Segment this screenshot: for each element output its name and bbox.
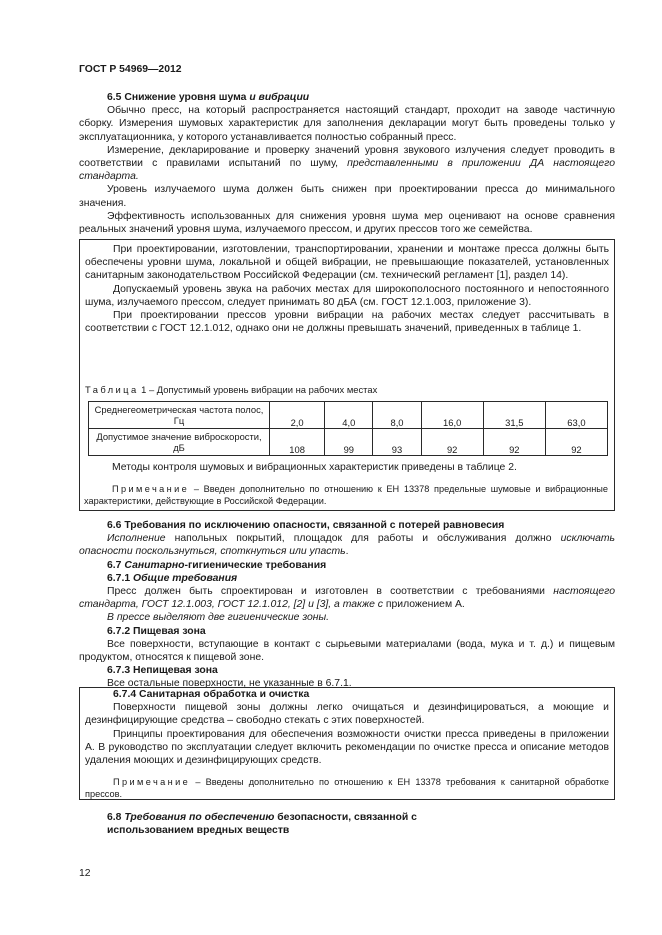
table-cell: 31,5	[483, 402, 545, 429]
section-6-5-heading: 6.5 Снижение уровня шума и вибрации	[107, 92, 310, 103]
table-cell: 2,0	[270, 402, 325, 429]
table-cell: 99	[325, 429, 373, 456]
paragraph: Исполнение напольных покрытий, площадок для работы и обслуживания должно исключать опасности поскользнуться, споткнуться или упасть.	[79, 533, 615, 558]
section-6-7-heading: 6.7 Санитарно-гигиенические требования	[107, 559, 327, 571]
paragraph: В прессе выделяют две гигиенические зоны.	[107, 612, 330, 624]
section-6-8-heading: 6.8 Требования по обеспечению безопасности, связанной с	[107, 812, 417, 823]
paragraph: Обычно пресс, на который распространяется настоящий стандарт, проходит на заводе частичную сборку. Измерения шумовых характеристик для заполнения декларации могут быть проведены только у эксплуатационника, у которого устанавливается полностью собранный пресс.	[79, 105, 615, 143]
paragraph: Методы контроля шумовых и вибрационных характеристик приведены в таблице 2.	[112, 462, 517, 473]
paragraph: Эффективность использованных для снижения уровня шума мер оценивают на основе сравнения реальных значений уровня шума, излучаемого прессом, и других прессов того же семейства.	[79, 210, 615, 236]
section-6-7-4-heading: 6.7.4 Санитарная обработка и очистка	[113, 689, 310, 700]
table-cell: 16,0	[421, 402, 483, 429]
table-cell: 63,0	[545, 402, 607, 429]
table-caption: Таблица 1 – Допустимый уровень вибрации на рабочих местах	[85, 384, 378, 395]
table-row	[89, 429, 608, 456]
paragraph: Все поверхности, вступающие в контакт с сырьевыми материалами (вода, мука и т. д.) и пищевым продуктом, относятся к пищевой зоне.	[79, 638, 615, 664]
section-6-5	[79, 91, 615, 236]
table-cell: Допустимое значение виброскорости, дБ	[89, 429, 270, 456]
paragraph: Уровень излучаемого шума должен быть снижен при проектировании пресса до минимального значения.	[79, 184, 615, 209]
paragraph: Принципы проектирования для обеспечения возможности очистки пресса приведены в приложении А. В руководство по эксплуатации следует включить рекомендации по очистке пресса и описание методов удаления моющих и дезинфицирующих средств.	[85, 728, 609, 767]
table-cell: Среднегеометрическая частота полос, Гц	[89, 402, 270, 429]
section-6-7-1-heading: 6.7.1 Общие требования	[107, 572, 238, 584]
table-cell: 92	[421, 429, 483, 456]
section-6-6	[79, 519, 615, 691]
paragraph: При проектировании, изготовлении, транспортировании, хранении и монтаже пресса должны быть обеспечены уровни шума, локальной и общей вибрации, не превышающие показателей, установленных санитарным законодательством Российской Федерации (см. технический регламент [1], раздел 14).	[85, 244, 609, 282]
section-6-7-3-heading: 6.7.3 Непищевая зона	[107, 665, 218, 677]
inserted-text-box-sanitary	[79, 687, 615, 800]
paragraph: Пресс должен быть спроектирован и изготовлен в соответствии с требованиями настоящего стандарта, ГОСТ 12.1.003, ГОСТ 12.1.012, [2] и [3], а также с приложением А.	[79, 586, 615, 611]
section-6-8	[79, 811, 615, 837]
box-tail	[84, 461, 608, 507]
section-6-7-2-heading: 6.7.2 Пищевая зона	[107, 625, 206, 637]
table-cell: 92	[483, 429, 545, 456]
table-cell: 8,0	[373, 402, 421, 429]
page-number: 12	[79, 868, 91, 879]
vibration-table	[88, 401, 608, 456]
paragraph: При проектировании прессов уровни вибрации на рабочих местах следует рассчитывать в соответствии с ГОСТ 12.1.012, однако они не должны превышать значений, приведенных в таблице 1.	[85, 310, 609, 335]
paragraph: Поверхности пищевой зоны должны легко очищаться и дезинфицироваться, а моющие и дезинфицирующие средства – свободно стекать с этих поверхностей.	[85, 702, 609, 727]
paragraph: Допускаемый уровень звука на рабочих местах для широкополосного постоянного и непостоянного шума, излучаемого прессом, следует принимать 80 дБА (см. ГОСТ 12.1.003, приложение 3).	[85, 283, 609, 308]
table-cell: 4,0	[325, 402, 373, 429]
table-cell: 108	[270, 429, 325, 456]
note: Примечание – Введен дополнительно по отношению к ЕН 13378 предельные шумовые и вибрационные характеристики, действующие в Российской Федерации.	[84, 484, 608, 506]
document-header: ГОСТ Р 54969—2012	[79, 64, 182, 75]
paragraph: Все остальные поверхности, не указанные в 6.7.1.	[107, 678, 352, 690]
section-6-6-heading: 6.6 Требования по исключению опасности, связанной с потерей равновесия	[107, 520, 505, 531]
table-cell: 92	[545, 429, 607, 456]
table-cell: 93	[373, 429, 421, 456]
table-row	[89, 402, 608, 429]
note: Примечание – Введены дополнительно по отношению к ЕН 13378 требования к санитарной обработке прессов.	[85, 777, 609, 799]
section-6-8-heading-line2: использованием вредных веществ	[107, 825, 290, 837]
paragraph: Измерение, декларирование и проверку значений уровня звукового излучения следует проводить в соответствии с правилами испытаний по шуму, представленными в приложении ДА настоящего стандарта.	[79, 144, 615, 183]
